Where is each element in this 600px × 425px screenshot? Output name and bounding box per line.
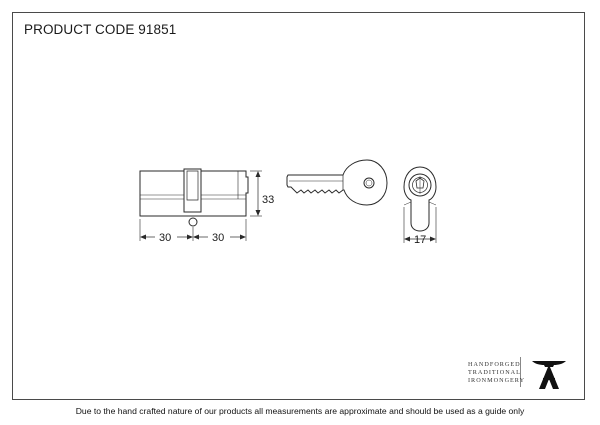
profile-width-label: 17: [414, 234, 427, 246]
length-dimension-line: [140, 219, 246, 241]
brand-line-handforged: HANDFORGED: [468, 361, 521, 368]
product-code: PRODUCT CODE 91851: [24, 22, 177, 37]
brand-logo: [460, 355, 570, 391]
anvil-icon: [530, 355, 568, 391]
height-label: 33: [262, 194, 275, 206]
key-illustration: [287, 160, 387, 205]
disclaimer-text: Due to the hand crafted nature of our products all measurements are approximate and should be used as a guide only: [75, 406, 525, 416]
cylinder-side-view: [140, 169, 248, 226]
brand-line-ironmongery: IRONMONGERY: [468, 377, 526, 384]
brand-line-traditional: TRADITIONAL: [468, 369, 521, 376]
cylinder-front-profile: [404, 167, 436, 243]
left-length-label: 30: [159, 232, 172, 244]
height-dimension-line: [250, 171, 262, 216]
right-length-label: 30: [212, 232, 225, 244]
